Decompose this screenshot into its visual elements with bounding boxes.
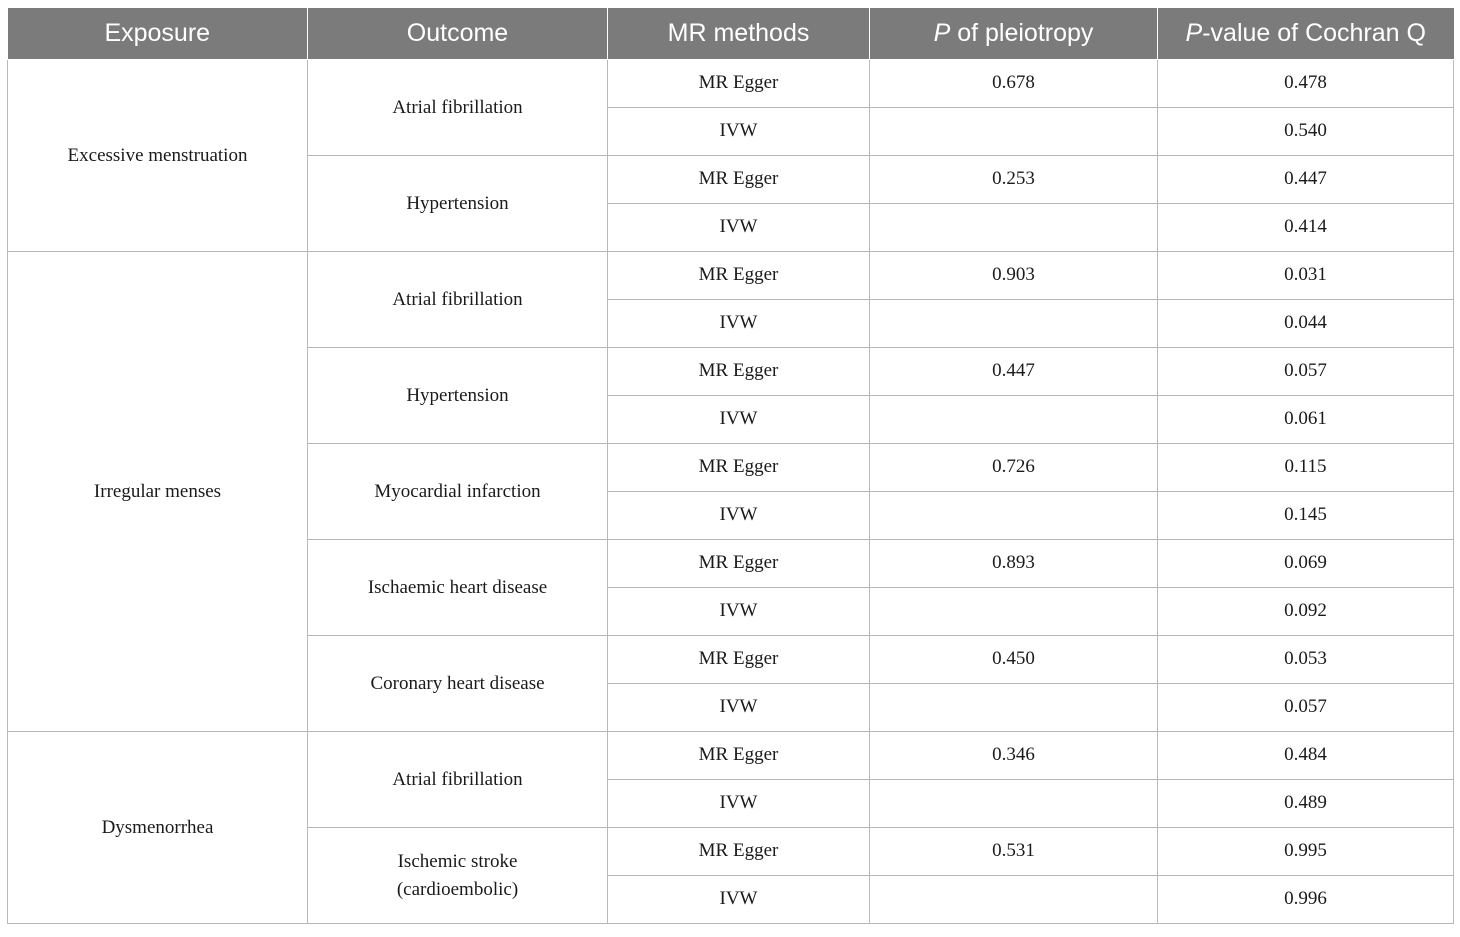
method-cell: MR Egger: [608, 732, 870, 780]
p-pleiotropy-cell: [870, 588, 1158, 636]
p-pleiotropy-cell: 0.903: [870, 252, 1158, 300]
method-cell: MR Egger: [608, 252, 870, 300]
cochran-q-cell: 0.145: [1158, 492, 1454, 540]
method-cell: IVW: [608, 780, 870, 828]
header-mr-methods: MR methods: [608, 8, 870, 60]
p-pleiotropy-cell: [870, 876, 1158, 924]
cochran-q-cell: 0.069: [1158, 540, 1454, 588]
p-pleiotropy-cell: 0.893: [870, 540, 1158, 588]
method-cell: MR Egger: [608, 444, 870, 492]
exposure-cell: Dysmenorrhea: [8, 732, 308, 924]
p-pleiotropy-cell: 0.346: [870, 732, 1158, 780]
header-cochran-p-italic: P: [1185, 19, 1203, 47]
cochran-q-cell: 0.540: [1158, 108, 1454, 156]
table-header: [8, 8, 1454, 60]
cochran-q-cell: 0.414: [1158, 204, 1454, 252]
p-pleiotropy-cell: 0.531: [870, 828, 1158, 876]
cochran-q-cell: 0.478: [1158, 60, 1454, 108]
exposure-cell: Irregular menses: [8, 252, 308, 732]
header-p-pleiotropy: [870, 8, 1158, 60]
cochran-q-cell: 0.996: [1158, 876, 1454, 924]
p-pleiotropy-cell: [870, 684, 1158, 732]
exposure-cell: Excessive menstruation: [8, 60, 308, 252]
cochran-q-cell: 0.484: [1158, 732, 1454, 780]
header-cochran-q: [1158, 8, 1454, 60]
p-pleiotropy-cell: [870, 492, 1158, 540]
method-cell: MR Egger: [608, 348, 870, 396]
cochran-q-cell: 0.031: [1158, 252, 1454, 300]
pleiotropy-heterogeneity-table: [7, 8, 1454, 924]
method-cell: MR Egger: [608, 636, 870, 684]
header-p-pleiotropy-text: of pleiotropy: [950, 19, 1094, 47]
method-cell: IVW: [608, 684, 870, 732]
outcome-cell: Atrial fibrillation: [308, 252, 608, 348]
p-pleiotropy-cell: [870, 396, 1158, 444]
p-pleiotropy-cell: [870, 780, 1158, 828]
p-pleiotropy-cell: [870, 204, 1158, 252]
cochran-q-cell: 0.061: [1158, 396, 1454, 444]
cochran-q-cell: 0.057: [1158, 348, 1454, 396]
p-pleiotropy-cell: [870, 108, 1158, 156]
method-cell: IVW: [608, 588, 870, 636]
p-pleiotropy-cell: 0.450: [870, 636, 1158, 684]
outcome-cell: Atrial fibrillation: [308, 732, 608, 828]
cochran-q-cell: 0.092: [1158, 588, 1454, 636]
header-row: [8, 8, 1454, 60]
outcome-cell: Atrial fibrillation: [308, 60, 608, 156]
table-body: [8, 60, 1454, 924]
p-pleiotropy-cell: 0.726: [870, 444, 1158, 492]
cochran-q-cell: 0.447: [1158, 156, 1454, 204]
method-cell: MR Egger: [608, 540, 870, 588]
header-p-italic: P: [933, 19, 951, 47]
outcome-cell: Hypertension: [308, 156, 608, 252]
outcome-cell: Ischemic stroke (cardioembolic): [308, 828, 608, 924]
outcome-cell: Coronary heart disease: [308, 636, 608, 732]
cochran-q-cell: 0.995: [1158, 828, 1454, 876]
cochran-q-cell: 0.057: [1158, 684, 1454, 732]
method-cell: IVW: [608, 108, 870, 156]
method-cell: MR Egger: [608, 60, 870, 108]
cochran-q-cell: 0.053: [1158, 636, 1454, 684]
table-row: [8, 60, 1454, 108]
outcome-cell: Myocardial infarction: [308, 444, 608, 540]
table-row: [8, 252, 1454, 300]
header-cochran-q-text: -value of Cochran Q: [1202, 19, 1426, 47]
header-exposure: Exposure: [8, 8, 308, 60]
method-cell: IVW: [608, 300, 870, 348]
method-cell: MR Egger: [608, 156, 870, 204]
outcome-cell: Hypertension: [308, 348, 608, 444]
table-row: [8, 732, 1454, 780]
cochran-q-cell: 0.489: [1158, 780, 1454, 828]
p-pleiotropy-cell: 0.447: [870, 348, 1158, 396]
header-outcome: Outcome: [308, 8, 608, 60]
p-pleiotropy-cell: 0.678: [870, 60, 1158, 108]
p-pleiotropy-cell: 0.253: [870, 156, 1158, 204]
outcome-cell: Ischaemic heart disease: [308, 540, 608, 636]
method-cell: IVW: [608, 876, 870, 924]
cochran-q-cell: 0.115: [1158, 444, 1454, 492]
method-cell: IVW: [608, 204, 870, 252]
method-cell: IVW: [608, 492, 870, 540]
method-cell: IVW: [608, 396, 870, 444]
cochran-q-cell: 0.044: [1158, 300, 1454, 348]
method-cell: MR Egger: [608, 828, 870, 876]
p-pleiotropy-cell: [870, 300, 1158, 348]
